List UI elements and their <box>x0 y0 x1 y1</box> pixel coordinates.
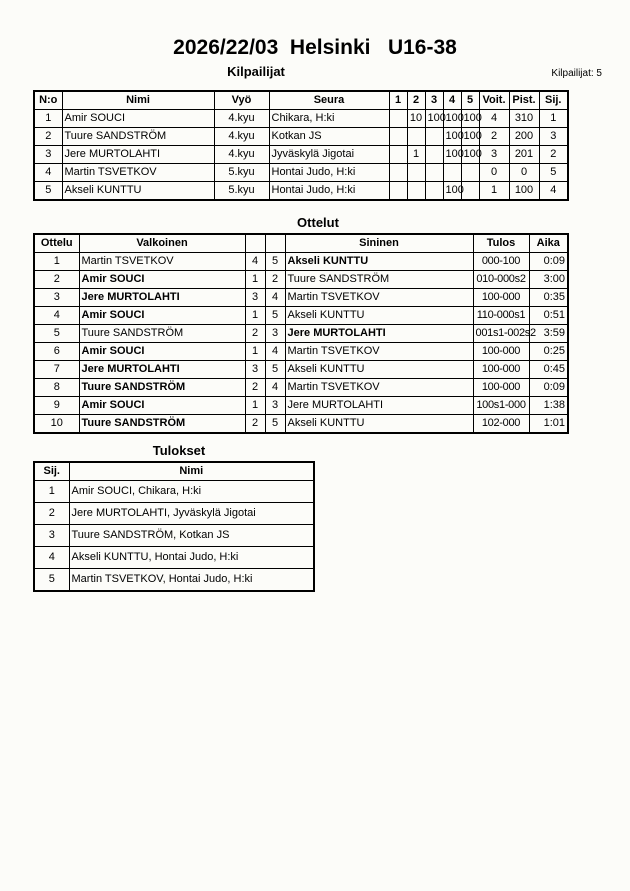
match-time: 1:38 <box>529 397 568 415</box>
score-vs-5: 100 <box>461 110 479 128</box>
col-opp-1: 1 <box>389 91 407 110</box>
score-vs-1 <box>389 182 407 201</box>
white-number: 1 <box>245 271 265 289</box>
score-vs-5: 100 <box>461 146 479 164</box>
competitors-header-row <box>34 91 568 110</box>
match-time: 0:25 <box>529 343 568 361</box>
competitor-row <box>34 164 568 182</box>
col-vyo: Vyö <box>214 91 269 110</box>
score-vs-3 <box>425 164 443 182</box>
score-vs-4: 100 <box>443 146 461 164</box>
blue-name: Martin TSVETKOV <box>285 343 473 361</box>
competitor-name: Martin TSVETKOV <box>62 164 214 182</box>
competitor-place: 1 <box>539 110 568 128</box>
score-vs-4: 100 <box>443 182 461 201</box>
blue-name: Akseli KUNTTU <box>285 307 473 325</box>
competitor-points: 310 <box>509 110 539 128</box>
competitor-points: 201 <box>509 146 539 164</box>
col-pist: Pist. <box>509 91 539 110</box>
white-name: Amir SOUCI <box>79 343 245 361</box>
col-sininen: Sininen <box>285 234 473 253</box>
competitor-club: Kotkan JS <box>269 128 389 146</box>
col-seura: Seura <box>269 91 389 110</box>
result-row <box>34 481 314 503</box>
white-number: 2 <box>245 379 265 397</box>
white-name: Tuure SANDSTRÖM <box>79 415 245 434</box>
col-voit: Voit. <box>479 91 509 110</box>
competitor-belt: 5.kyu <box>214 164 269 182</box>
match-row <box>34 361 568 379</box>
match-no: 4 <box>34 307 79 325</box>
competitor-points: 200 <box>509 128 539 146</box>
competitor-wins: 4 <box>479 110 509 128</box>
competitor-no: 5 <box>34 182 62 201</box>
competitor-club: Hontai Judo, H:ki <box>269 182 389 201</box>
blue-number: 5 <box>265 361 285 379</box>
score-vs-1 <box>389 146 407 164</box>
blue-name: Akseli KUNTTU <box>285 415 473 434</box>
col-sij: Sij. <box>539 91 568 110</box>
match-time: 1:01 <box>529 415 568 434</box>
match-row <box>34 271 568 289</box>
match-no: 6 <box>34 343 79 361</box>
score-vs-2 <box>407 164 425 182</box>
competitor-row <box>34 110 568 128</box>
col-ottelu: Ottelu <box>34 234 79 253</box>
competitor-place: 5 <box>539 164 568 182</box>
blue-number: 3 <box>265 397 285 415</box>
col-blue-no <box>265 234 285 253</box>
score-vs-2: 10 <box>407 110 425 128</box>
match-result: 100-000 <box>473 379 529 397</box>
score-vs-4 <box>443 164 461 182</box>
col-sij: Sij. <box>34 462 69 481</box>
col-aika: Aika <box>529 234 568 253</box>
match-time: 0:45 <box>529 361 568 379</box>
match-result: 000-100 <box>473 253 529 271</box>
match-result: 100-000 <box>473 289 529 307</box>
blue-number: 4 <box>265 379 285 397</box>
match-row <box>34 325 568 343</box>
match-time: 3:59 <box>529 325 568 343</box>
competitor-wins: 2 <box>479 128 509 146</box>
match-time: 0:09 <box>529 253 568 271</box>
match-row <box>34 397 568 415</box>
score-vs-4: 100 <box>443 128 461 146</box>
white-number: 1 <box>245 397 265 415</box>
competitor-place: 4 <box>539 182 568 201</box>
col-valkoinen: Valkoinen <box>79 234 245 253</box>
score-vs-3: 100 <box>425 110 443 128</box>
result-name: Martin TSVETKOV, Hontai Judo, H:ki <box>69 569 314 592</box>
match-no: 1 <box>34 253 79 271</box>
match-result: 100s1-000 <box>473 397 529 415</box>
score-vs-3 <box>425 128 443 146</box>
blue-name: Akseli KUNTTU <box>285 361 473 379</box>
blue-name: Martin TSVETKOV <box>285 379 473 397</box>
col-opp-3: 3 <box>425 91 443 110</box>
result-place: 4 <box>34 547 69 569</box>
competitor-place: 3 <box>539 128 568 146</box>
result-place: 5 <box>34 569 69 592</box>
match-row <box>34 415 568 434</box>
competitor-club: Jyväskylä Jigotai <box>269 146 389 164</box>
score-vs-5: 100 <box>461 128 479 146</box>
white-number: 2 <box>245 325 265 343</box>
matches-header-row <box>34 234 568 253</box>
white-number: 1 <box>245 307 265 325</box>
result-row <box>34 547 314 569</box>
score-vs-5 <box>461 164 479 182</box>
match-time: 3:00 <box>529 271 568 289</box>
match-no: 9 <box>34 397 79 415</box>
score-vs-1 <box>389 128 407 146</box>
blue-number: 3 <box>265 325 285 343</box>
blue-name: Martin TSVETKOV <box>285 289 473 307</box>
competitor-belt: 4.kyu <box>214 110 269 128</box>
match-result: 100-000 <box>473 343 529 361</box>
competitor-wins: 3 <box>479 146 509 164</box>
match-result: 110-000s1 <box>473 307 529 325</box>
match-no: 8 <box>34 379 79 397</box>
competitor-belt: 5.kyu <box>214 182 269 201</box>
match-result: 010-000s2 <box>473 271 529 289</box>
match-row <box>34 379 568 397</box>
blue-number: 2 <box>265 271 285 289</box>
col-no: N:o <box>34 91 62 110</box>
competitor-belt: 4.kyu <box>214 146 269 164</box>
white-name: Amir SOUCI <box>79 271 245 289</box>
matches-table <box>33 233 569 434</box>
matches-section-title: Ottelut <box>297 215 339 230</box>
match-result: 100-000 <box>473 361 529 379</box>
white-number: 3 <box>245 361 265 379</box>
blue-number: 4 <box>265 343 285 361</box>
competitor-count-label: Kilpailijat: 5 <box>551 68 602 79</box>
competitor-row <box>34 128 568 146</box>
blue-name: Akseli KUNTTU <box>285 253 473 271</box>
result-place: 3 <box>34 525 69 547</box>
results-header-row <box>34 462 314 481</box>
score-vs-4: 100 <box>443 110 461 128</box>
match-result: 102-000 <box>473 415 529 434</box>
match-row <box>34 343 568 361</box>
competitors-section-title: Kilpailijat <box>227 64 285 79</box>
col-opp-4: 4 <box>443 91 461 110</box>
results-table <box>33 461 315 592</box>
match-row <box>34 307 568 325</box>
blue-number: 4 <box>265 289 285 307</box>
result-row <box>34 569 314 592</box>
match-no: 7 <box>34 361 79 379</box>
competitor-place: 2 <box>539 146 568 164</box>
competitor-belt: 4.kyu <box>214 128 269 146</box>
col-opp-2: 2 <box>407 91 425 110</box>
competitor-row <box>34 146 568 164</box>
col-tulos: Tulos <box>473 234 529 253</box>
white-name: Amir SOUCI <box>79 397 245 415</box>
page-title: 2026/22/03 Helsinki U16-38 <box>173 36 457 59</box>
match-row <box>34 289 568 307</box>
competitor-points: 0 <box>509 164 539 182</box>
score-vs-1 <box>389 110 407 128</box>
white-name: Amir SOUCI <box>79 307 245 325</box>
blue-name: Jere MURTOLAHTI <box>285 325 473 343</box>
white-name: Tuure SANDSTRÖM <box>79 379 245 397</box>
col-white-no <box>245 234 265 253</box>
competitor-name: Akseli KUNTTU <box>62 182 214 201</box>
results-section-title: Tulokset <box>152 443 206 458</box>
competitor-wins: 1 <box>479 182 509 201</box>
match-no: 2 <box>34 271 79 289</box>
match-no: 3 <box>34 289 79 307</box>
white-name: Tuure SANDSTRÖM <box>79 325 245 343</box>
score-vs-2 <box>407 128 425 146</box>
result-place: 2 <box>34 503 69 525</box>
blue-number: 5 <box>265 307 285 325</box>
result-name: Jere MURTOLAHTI, Jyväskylä Jigotai <box>69 503 314 525</box>
match-time: 0:35 <box>529 289 568 307</box>
result-row <box>34 525 314 547</box>
white-number: 4 <box>245 253 265 271</box>
blue-name: Tuure SANDSTRÖM <box>285 271 473 289</box>
match-time: 0:09 <box>529 379 568 397</box>
white-number: 2 <box>245 415 265 434</box>
white-number: 3 <box>245 289 265 307</box>
score-vs-2 <box>407 182 425 201</box>
score-vs-2: 1 <box>407 146 425 164</box>
competitor-name: Tuure SANDSTRÖM <box>62 128 214 146</box>
competitor-no: 1 <box>34 110 62 128</box>
col-nimi: Nimi <box>69 462 314 481</box>
col-opp-5: 5 <box>461 91 479 110</box>
score-vs-3 <box>425 182 443 201</box>
score-vs-3 <box>425 146 443 164</box>
match-result: 001s1-002s2 <box>473 325 529 343</box>
result-name: Amir SOUCI, Chikara, H:ki <box>69 481 314 503</box>
match-row <box>34 253 568 271</box>
result-row <box>34 503 314 525</box>
white-name: Jere MURTOLAHTI <box>79 289 245 307</box>
competitor-name: Amir SOUCI <box>62 110 214 128</box>
col-nimi: Nimi <box>62 91 214 110</box>
score-vs-1 <box>389 164 407 182</box>
blue-number: 5 <box>265 415 285 434</box>
white-name: Jere MURTOLAHTI <box>79 361 245 379</box>
competitor-club: Chikara, H:ki <box>269 110 389 128</box>
competitor-no: 2 <box>34 128 62 146</box>
result-place: 1 <box>34 481 69 503</box>
match-no: 5 <box>34 325 79 343</box>
blue-number: 5 <box>265 253 285 271</box>
white-name: Martin TSVETKOV <box>79 253 245 271</box>
competitor-no: 3 <box>34 146 62 164</box>
white-number: 1 <box>245 343 265 361</box>
match-no: 10 <box>34 415 79 434</box>
competitors-table <box>33 90 569 201</box>
competitor-row <box>34 182 568 201</box>
competitor-wins: 0 <box>479 164 509 182</box>
match-time: 0:51 <box>529 307 568 325</box>
competitor-no: 4 <box>34 164 62 182</box>
competitor-name: Jere MURTOLAHTI <box>62 146 214 164</box>
result-name: Akseli KUNTTU, Hontai Judo, H:ki <box>69 547 314 569</box>
competitor-club: Hontai Judo, H:ki <box>269 164 389 182</box>
result-name: Tuure SANDSTRÖM, Kotkan JS <box>69 525 314 547</box>
competitor-points: 100 <box>509 182 539 201</box>
blue-name: Jere MURTOLAHTI <box>285 397 473 415</box>
